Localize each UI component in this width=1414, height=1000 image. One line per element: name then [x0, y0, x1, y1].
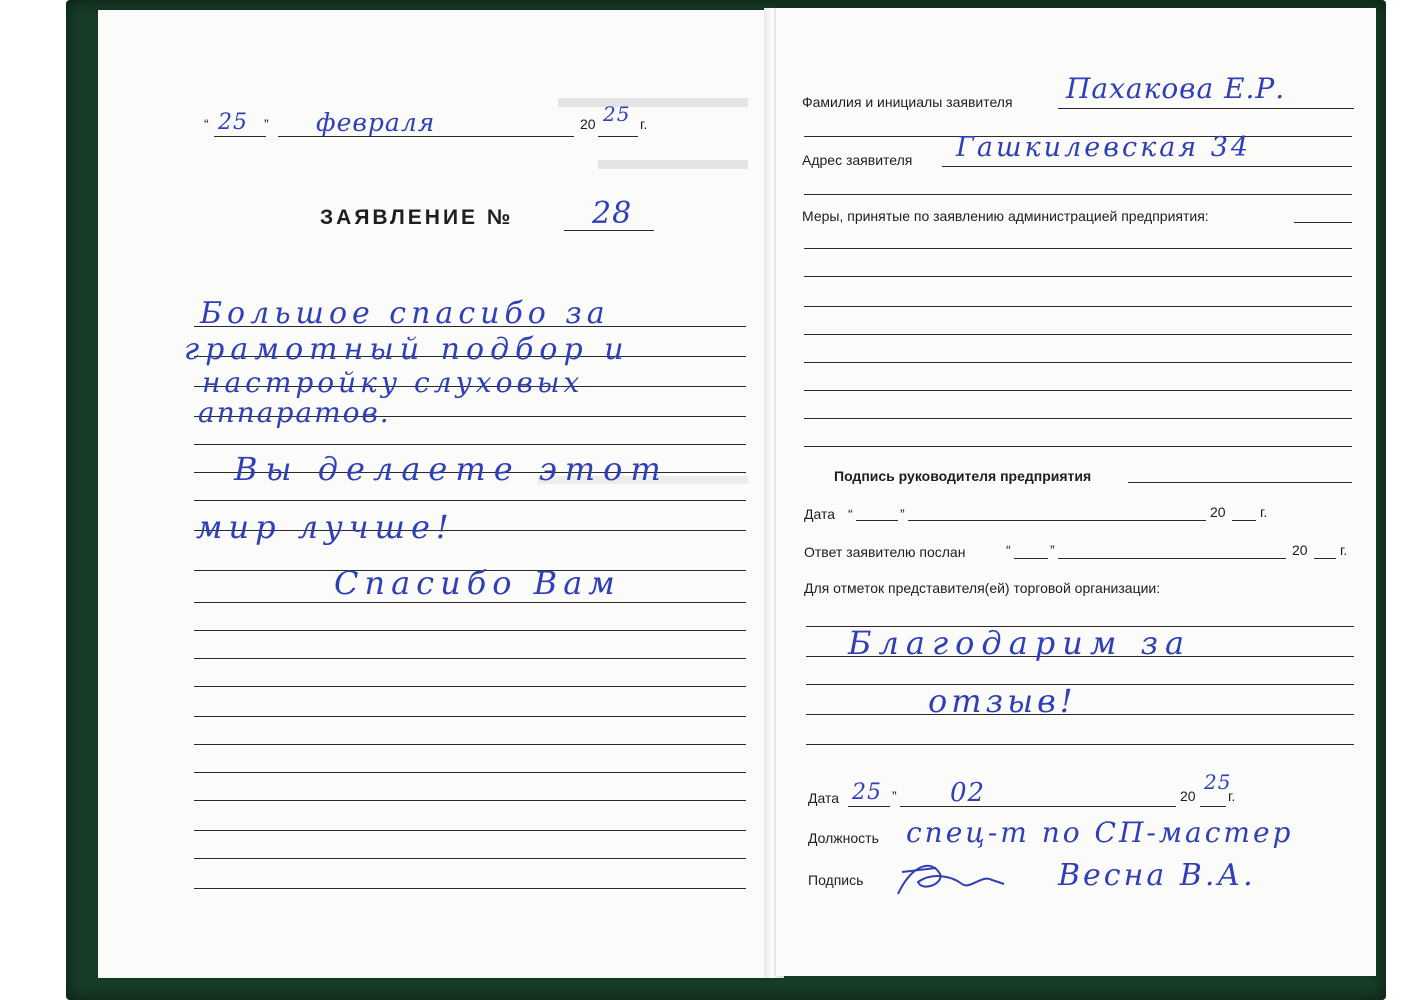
reply-day-blank: [1014, 558, 1048, 559]
reply-quote-close: ”: [1050, 542, 1055, 558]
head-signature-line: [1128, 482, 1352, 483]
org-notes-ruled-line: [806, 744, 1354, 745]
ruled-line: [194, 800, 746, 801]
applicant-address-value: Гашкилевская 34: [956, 132, 1252, 163]
measures-ruled-line: [804, 306, 1352, 307]
ruled-line: [194, 744, 746, 745]
reply-year-unit: г.: [1340, 542, 1348, 558]
date-label: Дата: [804, 506, 836, 522]
bleed-through-text: [598, 160, 748, 169]
ruled-line: [194, 602, 746, 603]
date-day: 25: [218, 110, 248, 135]
applicant-name-line: [1058, 108, 1354, 109]
statement-text-line-2: грамотный подбор и: [184, 332, 630, 367]
reply-month-blank: [1058, 558, 1286, 559]
reply-year-blank: [1314, 558, 1336, 559]
reply-sent-label: Ответ заявителю послан: [804, 544, 966, 560]
date-day-blank: [856, 520, 898, 521]
ruled-line: [194, 772, 746, 773]
head-signature-label: Подпись руководителя предприятия: [834, 468, 1092, 484]
date-month: февраля: [316, 108, 436, 137]
statement-text-line-3: настройку слуховых: [202, 366, 584, 399]
measures-ruled-line: [804, 418, 1352, 419]
date2-month: 02: [950, 778, 986, 808]
ruled-line: [194, 716, 746, 717]
org-notes-line-1: Благодарим за: [848, 624, 1192, 662]
applicant-address-line-2: [804, 194, 1352, 195]
ruled-line: [194, 686, 746, 687]
reply-quote-open: “: [1006, 542, 1011, 558]
ruled-line: [194, 888, 746, 889]
statement-text-line-6: мир лучше!: [196, 508, 455, 546]
measures-ruled-line: [804, 362, 1352, 363]
measures-ruled-line: [804, 276, 1352, 277]
year-prefix: 20: [580, 116, 596, 132]
ruled-line: [194, 858, 746, 859]
org-notes-label: Для отметок представителя(ей) торговой организации:: [804, 580, 1161, 596]
measures-ruled-line: [804, 334, 1352, 335]
statement-text-line-5: Вы делаете этот: [234, 450, 669, 488]
right-page: [776, 8, 1376, 976]
statement-text-line-4: аппаратов.: [198, 396, 391, 429]
year-suffix: 25: [603, 102, 631, 126]
date-year-blank: [1232, 520, 1256, 521]
measures-ruled-line: [804, 248, 1352, 249]
date2-day: 25: [852, 780, 882, 805]
date2-day-line: [848, 806, 890, 807]
position-value: спец-т по СП-мастер: [906, 816, 1294, 849]
signature-label: Подпись: [808, 872, 864, 888]
date-day-line: [214, 136, 266, 137]
date2-month-line: [900, 806, 1176, 807]
applicant-address-line: [942, 166, 1352, 167]
date-month-blank: [908, 520, 1206, 521]
date-month-line: [278, 136, 574, 137]
year-unit: г.: [640, 116, 648, 132]
ruled-line: [194, 444, 746, 445]
signature-name: Весна В.А.: [1058, 858, 1256, 893]
position-label: Должность: [808, 830, 879, 846]
date-quote-close: ”: [900, 506, 905, 522]
left-page: [98, 10, 768, 978]
statement-title: ЗАЯВЛЕНИЕ №: [320, 206, 514, 229]
date2-quote-close: ”: [892, 788, 897, 804]
applicant-name-label: Фамилия и инициалы заявителя: [802, 94, 1013, 110]
date-year-prefix: 20: [1210, 504, 1226, 520]
org-notes-ruled-line: [806, 684, 1354, 685]
date-close-quote: ”: [264, 116, 269, 132]
org-notes-ruled-line: [806, 714, 1354, 715]
ruled-line: [194, 658, 746, 659]
date2-year-prefix: 20: [1180, 788, 1196, 804]
date-open-quote: “: [204, 116, 209, 132]
ruled-line: [194, 500, 746, 501]
year-suffix-line: [598, 136, 638, 137]
measures-ruled-line: [804, 390, 1352, 391]
ruled-line: [194, 830, 746, 831]
measures-line: [1294, 222, 1352, 223]
measures-label: Меры, принятые по заявлению администрацией предприятия:: [802, 208, 1209, 224]
date-quote-open: “: [848, 506, 853, 522]
statement-text-line-7: Спасибо Вам: [334, 564, 621, 602]
date2-year-line: [1200, 806, 1226, 807]
handwritten-signature: [892, 854, 1012, 904]
org-notes-line-2: отзыв!: [928, 682, 1077, 720]
reply-year-prefix: 20: [1292, 542, 1308, 558]
date-year-unit: г.: [1260, 504, 1268, 520]
bleed-through-text: [558, 98, 748, 107]
date2-label: Дата: [808, 790, 840, 806]
ruled-line: [194, 630, 746, 631]
statement-number-line: [564, 230, 654, 231]
applicant-name-value: Пахакова Е.Р.: [1066, 72, 1286, 105]
date2-year-suffix: 25: [1204, 770, 1232, 794]
date2-year-unit: г.: [1228, 788, 1236, 804]
statement-text-line-1: Большое спасибо за: [200, 296, 610, 331]
measures-ruled-line: [804, 446, 1352, 447]
statement-number: 28: [592, 196, 633, 231]
applicant-address-label: Адрес заявителя: [802, 152, 913, 168]
